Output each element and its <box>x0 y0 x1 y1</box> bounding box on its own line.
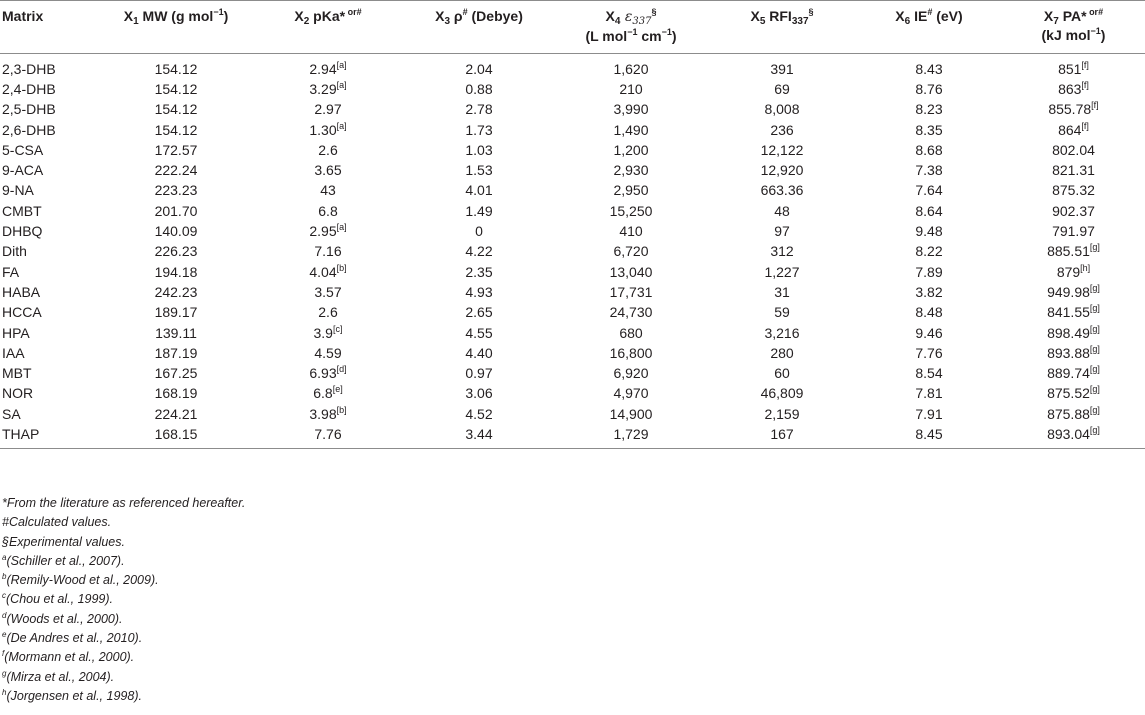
cell-pka: 6.8 <box>318 202 338 219</box>
cell-matrix: 2,4-DHB <box>2 80 56 97</box>
footnote: $^b$(Remily-Wood et al., 2009). <box>2 572 159 588</box>
reference-note: [g] <box>1089 343 1100 354</box>
cell-pka: 7.76 <box>252 424 404 448</box>
cell-rho: 1.53 <box>465 162 493 179</box>
reference-note: [g] <box>1089 282 1100 293</box>
cell-ie: 8.76 <box>915 80 943 97</box>
table-row <box>0 282 1145 302</box>
cell-pka: 2.94[a] <box>309 59 347 77</box>
cell-mw: 194.18 <box>154 263 198 280</box>
cell-pka: 3.98[b] <box>309 404 347 422</box>
cell-ie: 8.48 <box>915 304 943 321</box>
cell-rho: 3.06 <box>465 385 493 402</box>
reference-note: [a] <box>336 120 347 131</box>
cell-ie: 8.68 <box>915 141 943 158</box>
cell-rfi: 663.36 <box>760 182 804 199</box>
cell-rho: 3.44 <box>404 424 554 448</box>
cell-rho: 4.52 <box>465 405 493 422</box>
col-header-x7: $X_7$ PA* $^{or\#}$ (kJ mol$^{-1}$) <box>1002 1 1145 54</box>
cell-epsilon: 4,970 <box>613 385 649 402</box>
cell-pa: 875.52[g] <box>1047 384 1100 402</box>
table-row <box>0 424 1145 448</box>
cell-rho: 0 <box>475 223 483 240</box>
cell-matrix: CMBT <box>2 202 42 219</box>
cell-pa: 821.31 <box>1052 162 1095 179</box>
cell-mw: 154.12 <box>154 121 198 138</box>
cell-rfi: 3,216 <box>764 324 800 341</box>
reference-note: [g] <box>1089 303 1100 314</box>
cell-pka: 1.30[a] <box>309 120 347 138</box>
cell-matrix: SA <box>2 405 21 422</box>
cell-matrix: HABA <box>2 283 41 300</box>
cell-rho: 4.55 <box>465 324 493 341</box>
footnote: $^g$(Mirza et al., 2004). <box>2 668 115 684</box>
cell-ie: 3.82 <box>915 283 943 300</box>
cell-epsilon: 1,200 <box>613 141 649 158</box>
reference-note: [b] <box>336 262 347 273</box>
reference-note: [f] <box>1091 100 1099 111</box>
cell-epsilon: 410 <box>619 223 643 240</box>
cell-ie: 7.76 <box>915 344 943 361</box>
cell-rho: 0.97 <box>465 365 493 382</box>
table-row <box>0 140 1145 160</box>
cell-mw: 168.19 <box>154 385 198 402</box>
cell-epsilon: 15,250 <box>609 202 653 219</box>
reference-note: [f] <box>1081 120 1089 131</box>
cell-pa: 902.37 <box>1052 202 1095 219</box>
table-row <box>0 303 1145 323</box>
cell-pa: 864[f] <box>1058 120 1089 138</box>
cell-epsilon: 13,040 <box>609 263 653 280</box>
cell-pa: 802.04 <box>1052 141 1095 158</box>
cell-pka: 2.6 <box>318 304 338 321</box>
col-header-x1: $X_1$ MW (g mol$^{-1}$) <box>100 1 252 54</box>
cell-ie: 7.91 <box>915 405 943 422</box>
reference-note: [g] <box>1089 384 1100 395</box>
cell-pa: 898.49[g] <box>1047 323 1100 341</box>
reference-note: [g] <box>1089 404 1100 415</box>
col-header-x3: $X_3$ ρ# (Debye) <box>404 1 554 54</box>
cell-pka: 4.59 <box>314 344 342 361</box>
cell-ie: 7.38 <box>915 162 943 179</box>
cell-ie: 8.35 <box>915 121 943 138</box>
reference-note: [f] <box>1081 79 1089 90</box>
cell-rfi: 8,008 <box>764 101 800 118</box>
table-row <box>0 79 1145 99</box>
cell-mw: 172.57 <box>154 141 198 158</box>
cell-ie: 8.43 <box>915 60 943 77</box>
cell-matrix: 9-ACA <box>2 162 44 179</box>
cell-matrix: Dith <box>2 243 27 260</box>
cell-pa: 855.78[f] <box>1048 100 1099 118</box>
table-row <box>0 54 1145 80</box>
cell-ie: 7.81 <box>915 385 943 402</box>
col-header-x6: $X_6$ IE# (eV) <box>856 1 1002 54</box>
col-header-x2: $X_2$ pKa* $^{or\#}$ <box>252 1 404 54</box>
cell-rfi: 280 <box>770 344 794 361</box>
cell-pka: 3.57 <box>314 283 342 300</box>
col-header-x4: $X_4$ $\varepsilon_{337}^\S$ (L mol$^{-1}$ $cm^{-1}$) <box>554 1 708 54</box>
cell-mw: 154.12 <box>154 80 198 97</box>
footnote: $^c$(Chou et al., 1999). <box>2 591 114 607</box>
cell-epsilon: 210 <box>619 80 643 97</box>
cell-rfi: 2,159 <box>764 405 800 422</box>
cell-rho: 1.73 <box>465 121 493 138</box>
cell-epsilon: 2,930 <box>613 162 649 179</box>
footnote: $^e$(De Andres et al., 2010). <box>2 630 143 646</box>
reference-note: [a] <box>336 79 347 90</box>
cell-epsilon: 6,920 <box>613 365 649 382</box>
reference-note: [d] <box>336 364 347 375</box>
table-row <box>0 242 1145 262</box>
cell-rfi: 60 <box>774 365 790 382</box>
cell-matrix: NOR <box>2 385 34 402</box>
reference-note: [f] <box>1081 59 1089 70</box>
cell-pa: 885.51[g] <box>1047 242 1100 260</box>
table-footnotes <box>2 494 245 706</box>
cell-epsilon: 1,490 <box>613 121 649 138</box>
cell-rho: 2.78 <box>465 101 493 118</box>
table-row <box>0 120 1145 140</box>
cell-mw: 140.09 <box>154 223 198 240</box>
cell-mw: 167.25 <box>154 365 198 382</box>
cell-pa: 893.04[g] <box>1002 424 1145 448</box>
cell-pa: 875.88[g] <box>1047 404 1100 422</box>
cell-epsilon: 6,720 <box>613 243 649 260</box>
cell-rfi: 167 <box>708 424 856 448</box>
cell-pa: 863[f] <box>1058 79 1089 97</box>
cell-ie: 8.64 <box>915 202 943 219</box>
table-row <box>0 404 1145 424</box>
cell-mw: 189.17 <box>154 304 198 321</box>
cell-ie: 8.23 <box>915 101 943 118</box>
cell-rho: 4.01 <box>465 182 493 199</box>
header-row <box>0 1 1145 54</box>
cell-matrix: 2,6-DHB <box>2 121 56 138</box>
cell-rfi: 69 <box>774 80 790 97</box>
cell-matrix: 2,5-DHB <box>2 101 56 118</box>
cell-rho: 4.22 <box>465 243 493 260</box>
table-row <box>0 160 1145 180</box>
table-row <box>0 343 1145 363</box>
table-row <box>0 181 1145 201</box>
cell-rho: 0.88 <box>465 80 493 97</box>
cell-pka: 2.6 <box>318 141 338 158</box>
cell-rfi: 12,122 <box>760 141 804 158</box>
reference-note: [g] <box>1089 242 1100 253</box>
cell-rfi: 31 <box>774 283 790 300</box>
cell-matrix: THAP <box>0 424 100 448</box>
cell-rfi: 59 <box>774 304 790 321</box>
cell-mw: 187.19 <box>154 344 198 361</box>
cell-matrix: HCCA <box>2 304 42 321</box>
reference-note: [b] <box>336 404 347 415</box>
table-row <box>0 384 1145 404</box>
cell-epsilon: 1,729 <box>554 424 708 448</box>
cell-epsilon: 24,730 <box>609 304 653 321</box>
cell-rfi: 12,920 <box>760 162 804 179</box>
cell-mw: 201.70 <box>154 202 198 219</box>
cell-ie: 7.64 <box>915 182 943 199</box>
cell-rfi: 97 <box>774 223 790 240</box>
reference-note: [h] <box>1080 262 1091 273</box>
reference-note: [c] <box>332 323 343 334</box>
reference-note: [e] <box>332 384 343 395</box>
cell-ie: 8.45 <box>856 424 1002 448</box>
footnote: $^d$(Woods et al., 2000). <box>2 610 123 626</box>
cell-matrix: HPA <box>2 324 30 341</box>
reference-note: [g] <box>1089 364 1100 375</box>
table-row <box>0 201 1145 221</box>
cell-mw: 139.11 <box>155 324 197 341</box>
cell-rho: 1.03 <box>465 141 493 158</box>
cell-mw: 223.23 <box>154 182 198 199</box>
cell-mw: 168.15 <box>100 424 252 448</box>
cell-mw: 242.23 <box>154 283 198 300</box>
cell-epsilon: 14,900 <box>609 405 653 422</box>
cell-rfi: 391 <box>770 60 794 77</box>
cell-pka: 6.93[d] <box>309 364 347 382</box>
table-row <box>0 221 1145 241</box>
cell-rfi: 312 <box>770 243 794 260</box>
reference-note: [a] <box>336 59 347 70</box>
cell-ie: 8.22 <box>915 243 943 260</box>
cell-matrix: FA <box>2 263 20 280</box>
cell-pka: 7.16 <box>314 243 342 260</box>
cell-pka: 4.04[b] <box>309 262 347 280</box>
cell-pka: 3.29[a] <box>309 79 347 97</box>
cell-mw: 226.23 <box>154 243 198 260</box>
footnote: #Calculated values. <box>2 515 112 530</box>
footnote: *From the literature as referenced hereafter. <box>2 496 246 510</box>
cell-pa: 851[f] <box>1058 59 1089 77</box>
cell-rho: 4.40 <box>465 344 493 361</box>
cell-mw: 154.12 <box>154 60 198 77</box>
table-row <box>0 100 1145 120</box>
cell-ie: 9.46 <box>915 324 943 341</box>
col-header-x5: $X_5$ $RFI_{337}^\S$ <box>708 1 856 54</box>
footnote: $^h$(Jorgensen et al., 1998). <box>2 687 142 703</box>
reference-note: [a] <box>336 222 347 233</box>
table-body <box>0 54 1145 449</box>
cell-epsilon: 680 <box>619 324 643 341</box>
cell-rho: 2.65 <box>465 304 493 321</box>
cell-epsilon: 17,731 <box>609 283 653 300</box>
reference-note: [g] <box>1089 424 1100 435</box>
cell-matrix: 2,3-DHB <box>2 60 56 77</box>
cell-ie: 7.89 <box>915 263 943 280</box>
table-row <box>0 262 1145 282</box>
cell-epsilon: 16,800 <box>609 344 653 361</box>
cell-ie: 8.54 <box>915 365 943 382</box>
cell-rho: 2.35 <box>465 263 493 280</box>
cell-pka: 2.95[a] <box>309 222 347 240</box>
cell-pa: 791.97 <box>1052 223 1095 240</box>
cell-pka: 3.9[c] <box>313 323 343 341</box>
cell-pa: 949.98[g] <box>1047 282 1100 300</box>
cell-matrix: IAA <box>2 344 25 361</box>
cell-mw: 224.21 <box>154 405 198 422</box>
cell-epsilon: 2,950 <box>613 182 649 199</box>
footnote: $^a$(Schiller et al., 2007). <box>2 552 125 568</box>
cell-mw: 222.24 <box>154 162 198 179</box>
cell-pa: 893.88[g] <box>1047 343 1100 361</box>
cell-rho: 4.93 <box>465 283 493 300</box>
reference-note: [g] <box>1089 323 1100 334</box>
cell-rfi: 236 <box>770 121 794 138</box>
cell-ie: 9.48 <box>915 223 943 240</box>
cell-pa: 875.32 <box>1052 182 1095 199</box>
cell-epsilon: 3,990 <box>613 101 649 118</box>
cell-matrix: 9-NA <box>2 182 34 199</box>
cell-rfi: 46,809 <box>760 385 804 402</box>
cell-mw: 154.12 <box>154 101 198 118</box>
cell-matrix: 5-CSA <box>2 141 44 158</box>
cell-matrix: MBT <box>2 365 32 382</box>
cell-rho: 1.49 <box>465 202 493 219</box>
cell-matrix: DHBQ <box>2 223 43 240</box>
footnote: §Experimental values. <box>2 534 125 549</box>
table-row <box>0 323 1145 343</box>
cell-rfi: 1,227 <box>764 263 800 280</box>
table-row <box>0 363 1145 383</box>
cell-pa: 889.74[g] <box>1047 364 1100 382</box>
cell-pka: 43 <box>320 182 336 199</box>
cell-rho: 2.04 <box>465 60 493 77</box>
col-header-matrix: Matrix <box>0 1 100 54</box>
cell-pa: 879[h] <box>1056 262 1091 280</box>
cell-pa: 841.55[g] <box>1047 303 1100 321</box>
cell-epsilon: 1,620 <box>613 60 649 77</box>
cell-pka: 6.8[e] <box>313 384 343 402</box>
cell-pka: 2.97 <box>314 101 342 118</box>
cell-rfi: 48 <box>774 202 790 219</box>
footnote: $^f$(Mormann et al., 2000). <box>2 649 135 665</box>
cell-pka: 3.65 <box>314 162 342 179</box>
